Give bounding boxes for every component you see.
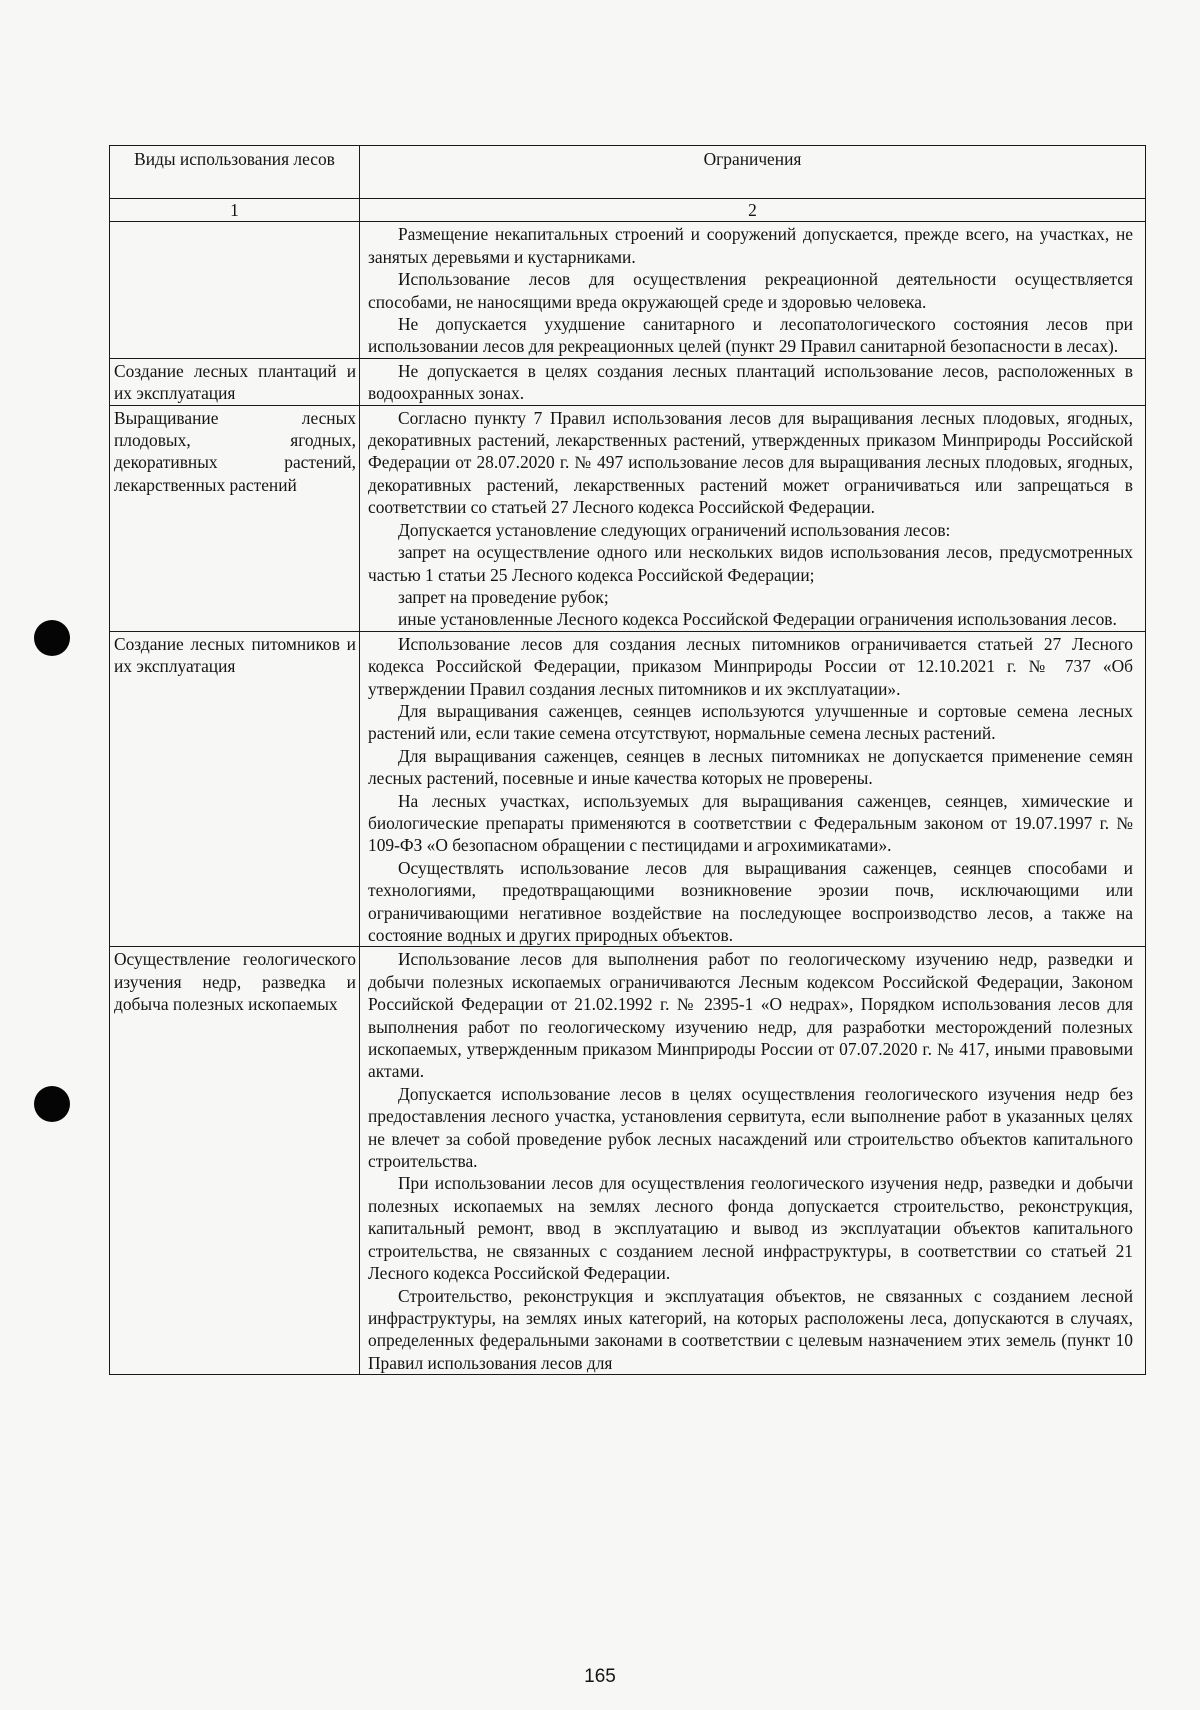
forest-use-type-cell: Выращивание лесных плодовых, ягодных, декоративных растений, лекарственных растений bbox=[110, 405, 360, 631]
restriction-paragraph: Размещение некапитальных строений и сооружений допускается, прежде всего, на участках, не занятых деревьями и кустарниками. bbox=[368, 224, 1133, 267]
table-row bbox=[110, 222, 1146, 358]
table-header-row bbox=[110, 146, 1146, 199]
forest-use-type-cell bbox=[110, 222, 360, 358]
column-number-row bbox=[110, 199, 1146, 222]
restriction-paragraph: Использование лесов для создания лесных питомников ограничивается статьей 27 Лесного кодекса Российской Федерации, приказом Минприроды России от 12.10.2021 г. № 737 «Об утверждении Правил создания лесных питомников и их эксплуатации». bbox=[368, 633, 1133, 699]
forest-use-type-cell: Осуществление геологического изучения недр, разведка и добыча полезных ископаемых bbox=[110, 947, 360, 1375]
table-row bbox=[110, 947, 1146, 1375]
restriction-paragraph: иные установленные Лесного кодекса Российской Федерации ограничения использования лесов. bbox=[398, 609, 1117, 630]
punch-hole bbox=[34, 620, 70, 656]
column-number-2: 2 bbox=[360, 199, 1146, 222]
restriction-paragraph: На лесных участках, используемых для выращивания саженцев, сеянцев, химические и биологические препараты применяются в соответствии с Федеральным законом от 19.07.1997 г. № 109-ФЗ «О безопасном обращении с пестицидами и агрохимикатами». bbox=[368, 790, 1133, 856]
restriction-paragraph: Для выращивания саженцев, сеянцев используются улучшенные и сортовые семена лесных растений или, если такие семена отсутствуют, нормальные семена лесных растений. bbox=[368, 700, 1133, 744]
restriction-paragraph: запрет на осуществление одного или нескольких видов использования лесов, предусмотренных частью 1 статьи 25 Лесного кодекса Российской Федерации; bbox=[368, 542, 1133, 585]
punch-hole bbox=[34, 1086, 70, 1122]
header-forest-use-types: Виды использования лесов bbox=[110, 146, 360, 199]
restrictions-table bbox=[109, 145, 1146, 1375]
restriction-paragraph: При использовании лесов для осуществления геологического изучения недр, разведки и добычи полезных ископаемых на землях лесного фонда допускается строительство, реконструкция, капитальный ремонт, ввод в эксплуатацию и вывод из эксплуатации объектов капитального строительства, не связанных с созданием лесной инфраструктуры, в соответствии со статьей 21 Лесного кодекса Российской Федерации. bbox=[368, 1173, 1133, 1284]
restriction-paragraph: запрет на проведение рубок; bbox=[398, 586, 609, 607]
page-number: 165 bbox=[584, 1666, 616, 1687]
restriction-paragraph: Допускается установление следующих ограничений использования лесов: bbox=[398, 519, 951, 540]
restriction-paragraph: Не допускается в целях создания лесных плантаций использование лесов, расположенных в водоохранных зонах. bbox=[368, 360, 1133, 404]
restriction-paragraph: Использование лесов для осуществления рекреационной деятельности осуществляется способами, не наносящими вреда окружающей среде и здоровью человека. bbox=[368, 269, 1133, 312]
table-row bbox=[110, 631, 1146, 947]
restrictions-cell bbox=[360, 358, 1146, 405]
restriction-paragraph: Строительство, реконструкция и эксплуатация объектов, не связанных с созданием лесной инфраструктуры, на землях иных категорий, на которых расположены леса, допускаются в случаях, определенных федеральными законами в соответствии с целевым назначением этих земель (пункт 10 Правил использования лесов для bbox=[368, 1285, 1133, 1373]
restriction-paragraph: Не допускается ухудшение санитарного и лесопатологического состояния лесов при использовании лесов для рекреационных целей (пункт 29 Правил санитарной безопасности в лесах). bbox=[368, 314, 1133, 357]
restriction-paragraph: Осуществлять использование лесов для выращивания саженцев, сеянцев способами и технологиями, предотвращающими возникновение эрозии почв, исключающими или ограничивающими негативное воздействие на последующее воспроизводство лесов, а также на состояние водных и других природных объектов. bbox=[368, 857, 1133, 945]
restriction-paragraph: Согласно пункту 7 Правил использования лесов для выращивания лесных плодовых, ягодных, декоративных растений, лекарственных растений, утвержденных приказом Минприроды Российской Федерации от 28.07.2020 г. № 497 использование лесов для выращивания лесных плодовых, ягодных, декоративных растений, лекарственных растений может ограничиваться или запрещаться в соответствии со статьей 27 Лесного кодекса Российской Федерации. bbox=[368, 407, 1133, 518]
restrictions-cell bbox=[360, 631, 1146, 947]
restrictions-cell bbox=[360, 405, 1146, 631]
forest-use-type-cell: Создание лесных плантаций и их эксплуатация bbox=[110, 358, 360, 405]
header-restrictions: Ограничения bbox=[360, 146, 1146, 199]
forest-use-type-cell: Создание лесных питомников и их эксплуатация bbox=[110, 631, 360, 947]
restrictions-cell bbox=[360, 947, 1146, 1375]
table-body bbox=[110, 222, 1146, 1375]
restriction-paragraph: Использование лесов для выполнения работ по геологическому изучению недр, разведки и добычи полезных ископаемых ограничиваются Лесным кодексом Российской Федерации, Законом Российской Федерации от 21.02.1992 г. № 2395-1 «О недрах», Порядком использования лесов для выполнения работ по геологическому изучению недр, для разработки месторождений полезных ископаемых, утвержденным приказом Минприроды России от 07.07.2020 г. № 417, иными правовыми актами. bbox=[368, 949, 1133, 1082]
restriction-paragraph: Допускается использование лесов в целях осуществления геологического изучения недр без предоставления лесного участка, установления сервитута, если выполнение работ в указанных целях не влечет за собой проведение рубок лесных насаждений или строительство объектов капитального строительства. bbox=[368, 1083, 1133, 1172]
table-row bbox=[110, 358, 1146, 405]
column-number-1: 1 bbox=[110, 199, 360, 222]
restriction-paragraph: Для выращивания саженцев, сеянцев в лесных питомниках не допускается применение семян лесных растений, посевные и иные качества которых не проверены. bbox=[368, 745, 1133, 789]
table-row bbox=[110, 405, 1146, 631]
restrictions-cell bbox=[360, 222, 1146, 358]
